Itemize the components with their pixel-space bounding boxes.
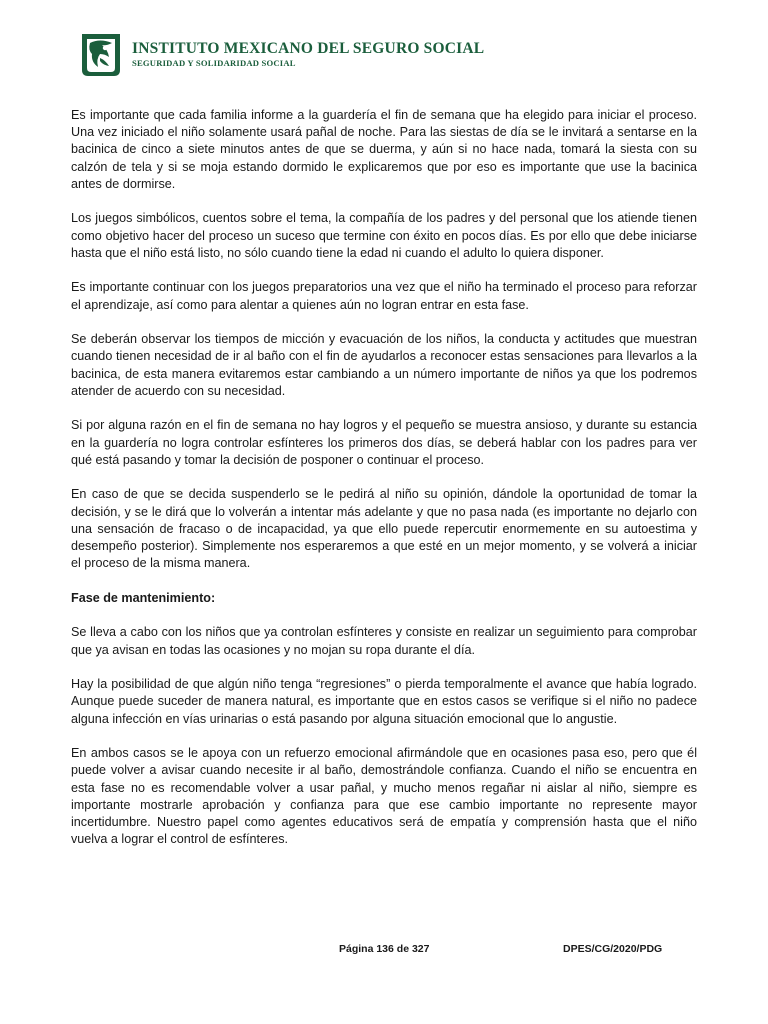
institution-name: INSTITUTO MEXICANO DEL SEGURO SOCIAL <box>132 39 485 57</box>
page-number: Página 136 de 327 <box>339 943 430 955</box>
document-body <box>71 107 697 866</box>
document-header <box>78 30 484 78</box>
institution-subtitle: SEGURIDAD Y SOLIDARIDAD SOCIAL <box>132 57 296 68</box>
document-code: DPES/CG/2020/PDG <box>563 943 663 955</box>
paragraph: Es importante que cada familia informe a la guardería el fin de semana que ha elegido para iniciar el proceso. Una vez iniciado el niño solamente usará pañal de noche. Para las siestas de día se le invitará a sentarse en la bacinica de cinco a siete minutos antes de que se duerma, y aún si no hace nada, tomará la siesta con su calzón de tela y si se moja estando dormido le explicaremos que por eso es importante que use la bacinica antes de dormirse. <box>71 108 697 191</box>
paragraph: En caso de que se decida suspenderlo se le pedirá al niño su opinión, dándole la oportunidad de tomar la decisión, y se le dirá que lo volverán a intentar más adelante y que no pasa nada (es importante no dejarlo con una sensación de fracaso o de incapacidad, ya que ello puede repercutir enormemente en su autoestima y desempeño posterior). Simplemente nos esperaremos a que esté en un mejor momento, y se volverá a iniciar el proceso de la misma manera. <box>71 487 697 571</box>
paragraph: Se lleva a cabo con los niños que ya controlan esfínteres y consiste en realizar un seguimiento para comprobar que ya avisan en todas las ocasiones y no mojan su ropa durante el día. <box>71 625 697 657</box>
paragraph: Es importante continuar con los juegos preparatorios una vez que el niño ha terminado el proceso para reforzar el aprendizaje, así como para alentar a quienes aún no logran entrar en esta fase. <box>71 280 697 312</box>
imss-eagle-logo-icon <box>78 30 124 78</box>
paragraph: En ambos casos se le apoya con un refuerzo emocional afirmándole que en ocasiones pasa eso, pero que él puede volver a avisar cuando necesite ir al baño, demostrándole confianza. Cuando el niño se encuentra en esta fase no es recomendable volver a usar pañal, y mucho menos regañar ni aislar al niño, siempre es importante mostrarle aprobación y confianza para que ese cambio importante no represente mayor incertidumbre. Nuestro papel como agentes educativos será de empatía y comprensión hasta que el niño vuelva a lograr el control de esfínteres. <box>71 746 697 847</box>
paragraph: Si por alguna razón en el fin de semana no hay logros y el pequeño se muestra ansioso, y durante su estancia en la guardería no logra controlar esfínteres los primeros dos días, se deberá hablar con los padres para ver qué está pasando y tomar la decisión de posponer o continuar el proceso. <box>71 418 697 467</box>
section-heading: Fase de mantenimiento: <box>71 590 216 605</box>
paragraph: Los juegos simbólicos, cuentos sobre el tema, la compañía de los padres y del personal que los atiende tienen como objetivo hacer del proceso un suceso que termine con éxito en pocos días. Es por ello que debe iniciarse hasta que el niño está listo, no sólo cuando tiene la edad ni cuando el adulto lo quiera disponer. <box>71 211 697 260</box>
paragraph: Se deberán observar los tiempos de micción y evacuación de los niños, la conducta y actitudes que muestran cuando tienen necesidad de ir al baño con el fin de ayudarlos a reconocer estas sensaciones para llevarlos a la bacinica, de esta manera evitaremos estar cambiando a un número importante de niños ya que los podremos atender de acuerdo con su necesidad. <box>71 332 697 398</box>
paragraph: Hay la posibilidad de que algún niño tenga “regresiones” o pierda temporalmente el avance que había logrado. Aunque puede suceder de manera natural, es importante que en estos casos se verifique si el niño no padece alguna infección en vías urinarias o está pasando por alguna situación emocional que lo angustie. <box>71 677 697 726</box>
